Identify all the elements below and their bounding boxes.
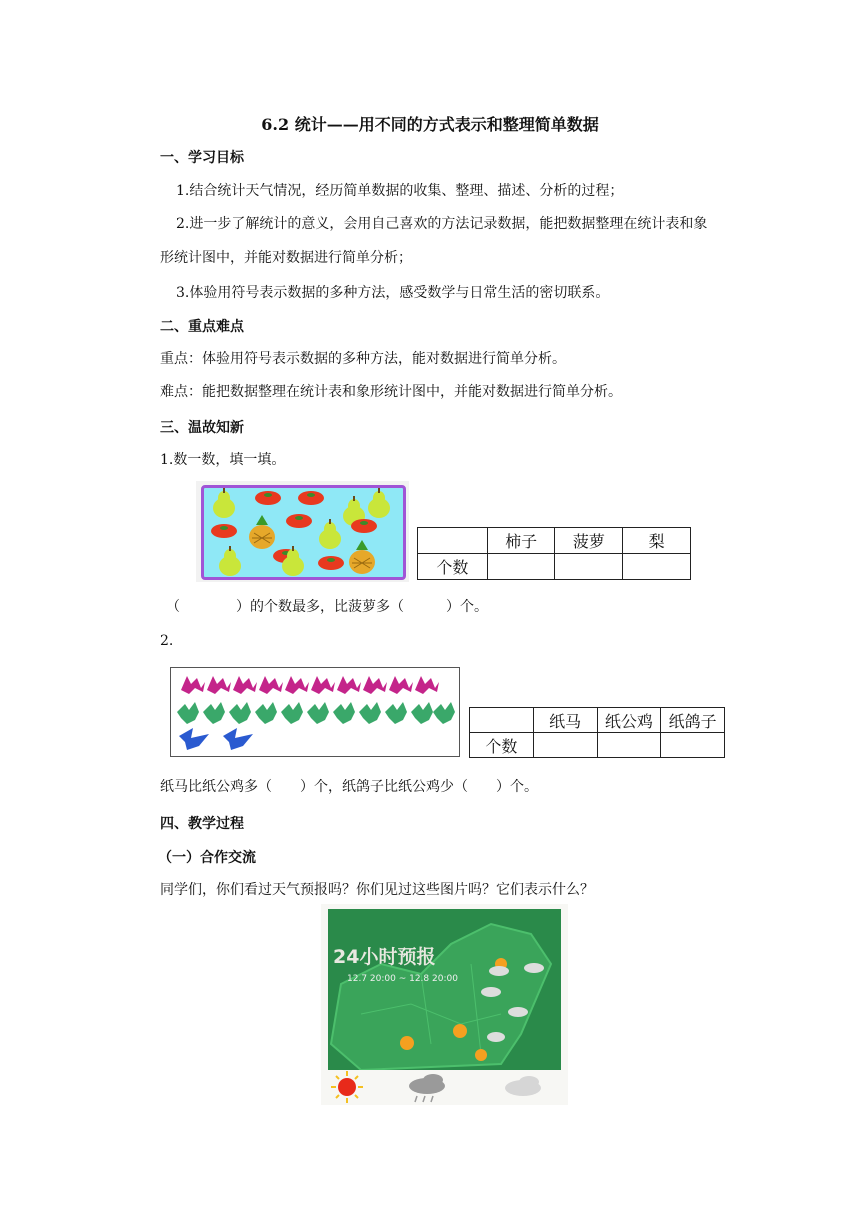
question-1-blank: （ ）的个数最多，比菠萝多（ ）个。 xyxy=(166,599,488,615)
fruit-col-pineapple: 菠萝 xyxy=(555,528,623,554)
fruit-cell-pineapple[interactable] xyxy=(555,554,623,580)
origami-cell-horse[interactable] xyxy=(533,733,597,758)
question-2-blank: 纸马比纸公鸡多（ ）个，纸鸽子比纸公鸡少（ ）个。 xyxy=(160,779,538,795)
fruit-icons xyxy=(204,488,403,577)
section-heading-process: 四、教学过程 xyxy=(160,816,244,832)
origami-picture xyxy=(170,667,460,757)
weather-title: 24小时预报 xyxy=(333,946,436,968)
origami-icons xyxy=(171,668,459,756)
origami-cell-rooster[interactable] xyxy=(597,733,661,758)
process-text: 同学们，你们看过天气预报吗？你们见过这些图片吗？它们表示什么？ xyxy=(160,882,594,898)
fruit-table xyxy=(417,527,691,580)
weather-date-range: 12.7 20:00 ~ 12.8 20:00 xyxy=(347,974,458,984)
goal-item-1: 1.结合统计天气情况，经历简单数据的收集、整理、描述、分析的过程； xyxy=(176,183,624,199)
fruit-row-label: 个数 xyxy=(418,554,488,580)
origami-table xyxy=(469,707,725,758)
origami-cell-dove[interactable] xyxy=(661,733,725,758)
page-title: 6.2 统计——用不同的方式表示和整理简单数据 xyxy=(261,115,599,134)
origami-col-horse: 纸马 xyxy=(533,708,597,733)
question-2: 2. xyxy=(160,633,174,649)
fruit-col-persimmon: 柿子 xyxy=(487,528,555,554)
hard-point: 难点：能把数据整理在统计表和象形统计图中，并能对数据进行简单分析。 xyxy=(160,384,622,400)
fruit-col-pear: 梨 xyxy=(623,528,691,554)
fruit-cell-pear[interactable] xyxy=(623,554,691,580)
goal-item-2-line1: 2.进一步了解统计的意义，会用自己喜欢的方法记录数据，能把数据整理在统计表和象 xyxy=(176,216,708,232)
section-heading-review: 三、温故知新 xyxy=(160,420,244,436)
weather-forecast-picture xyxy=(321,904,568,1105)
fruit-picture xyxy=(196,481,409,582)
section-heading-key: 二、重点难点 xyxy=(160,319,244,335)
goal-item-2-line2: 形统计图中，并能对数据进行简单分析； xyxy=(160,250,412,266)
origami-col-dove: 纸鸽子 xyxy=(661,708,725,733)
origami-row-label: 个数 xyxy=(470,733,534,758)
weather-map xyxy=(321,904,568,1105)
key-point: 重点：体验用符号表示数据的多种方法，能对数据进行简单分析。 xyxy=(160,351,566,367)
origami-col-rooster: 纸公鸡 xyxy=(597,708,661,733)
fruit-cell-persimmon[interactable] xyxy=(487,554,555,580)
goal-item-3: 3.体验用符号表示数据的多种方法，感受数学与日常生活的密切联系。 xyxy=(176,285,610,301)
question-1: 1.数一数，填一填。 xyxy=(160,452,286,468)
section-heading-goals: 一、学习目标 xyxy=(160,150,244,166)
subsection-heading-cooperation: （一）合作交流 xyxy=(158,850,256,866)
